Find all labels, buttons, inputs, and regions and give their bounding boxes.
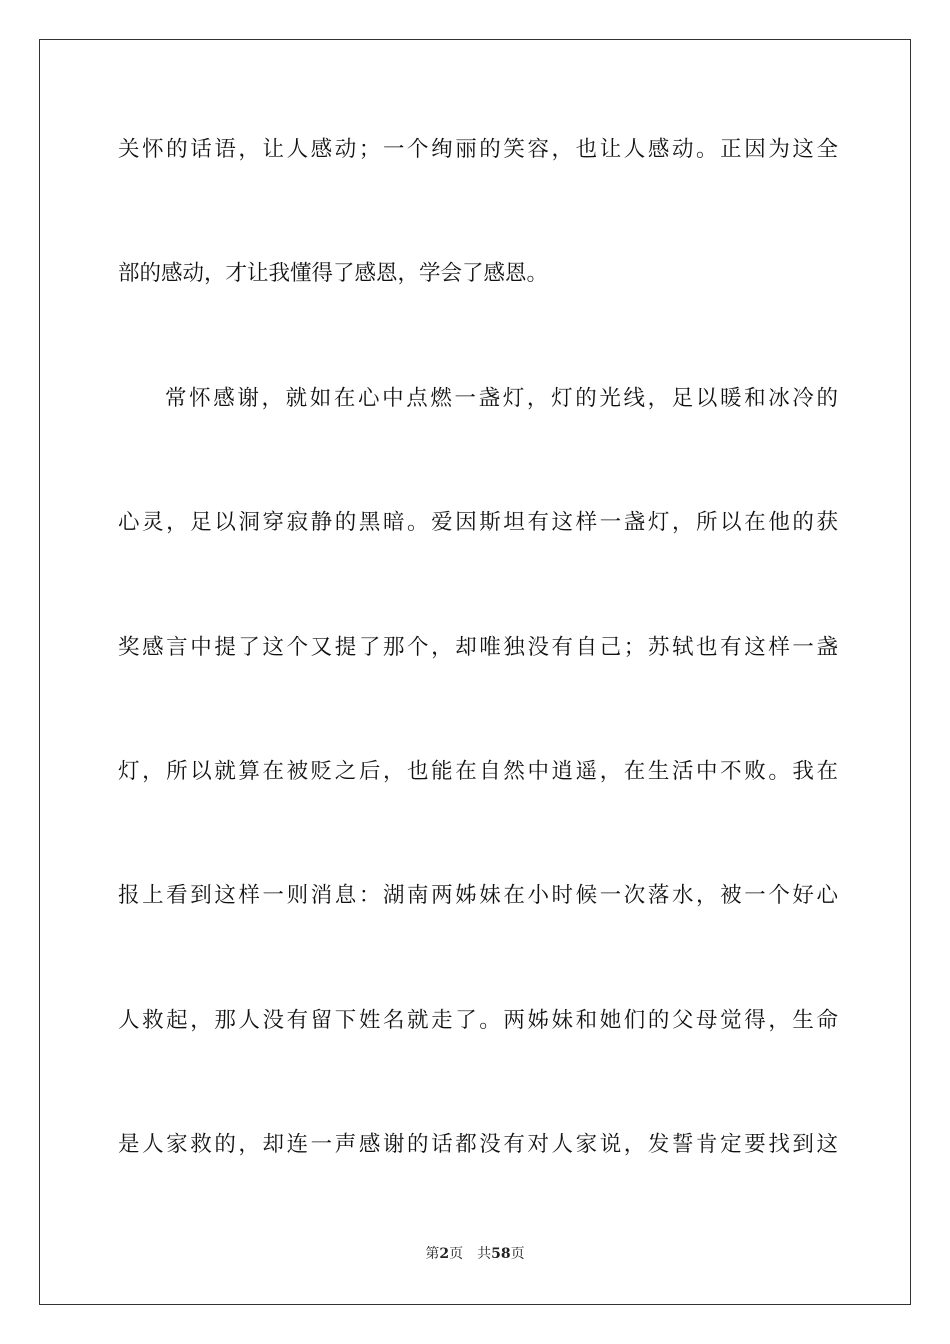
text-line-7: 报上看到这样一则消息：湖南两姊妹在小时候一次落水，被一个好心	[118, 883, 838, 908]
total-label-prefix: 共	[477, 1246, 492, 1262]
page-label-suffix: 页	[449, 1246, 464, 1262]
page-border	[39, 39, 911, 1305]
text-line-6: 灯，所以就算在被贬之后，也能在自然中逍遥，在生活中不败。我在	[118, 759, 838, 784]
text-line-1: 关怀的话语，让人感动；一个绚丽的笑容，也让人感动。正因为这全	[118, 137, 838, 162]
page-label-prefix: 第	[425, 1246, 440, 1262]
text-line-9: 是人家救的，却连一声感谢的话都没有对人家说，发誓肯定要找到这	[118, 1132, 838, 1157]
text-line-3: 常怀感谢，就如在心中点燃一盏灯，灯的光线，足以暖和冰冷的	[165, 386, 838, 411]
text-line-4: 心灵，足以洞穿寂静的黑暗。爱因斯坦有这样一盏灯，所以在他的获	[118, 510, 838, 535]
total-pages: 58	[491, 1246, 511, 1262]
page-footer	[0, 1245, 950, 1263]
total-label-suffix: 页	[510, 1246, 525, 1262]
text-line-8: 人救起，那人没有留下姓名就走了。两姊妹和她们的父母觉得，生命	[118, 1008, 838, 1033]
text-line-5: 奖感言中提了这个又提了那个，却唯独没有自己；苏轼也有这样一盏	[118, 635, 838, 660]
page-number: 2	[439, 1246, 450, 1262]
text-line-2: 部的感动，才让我懂得了感恩，学会了感恩。	[118, 261, 549, 286]
